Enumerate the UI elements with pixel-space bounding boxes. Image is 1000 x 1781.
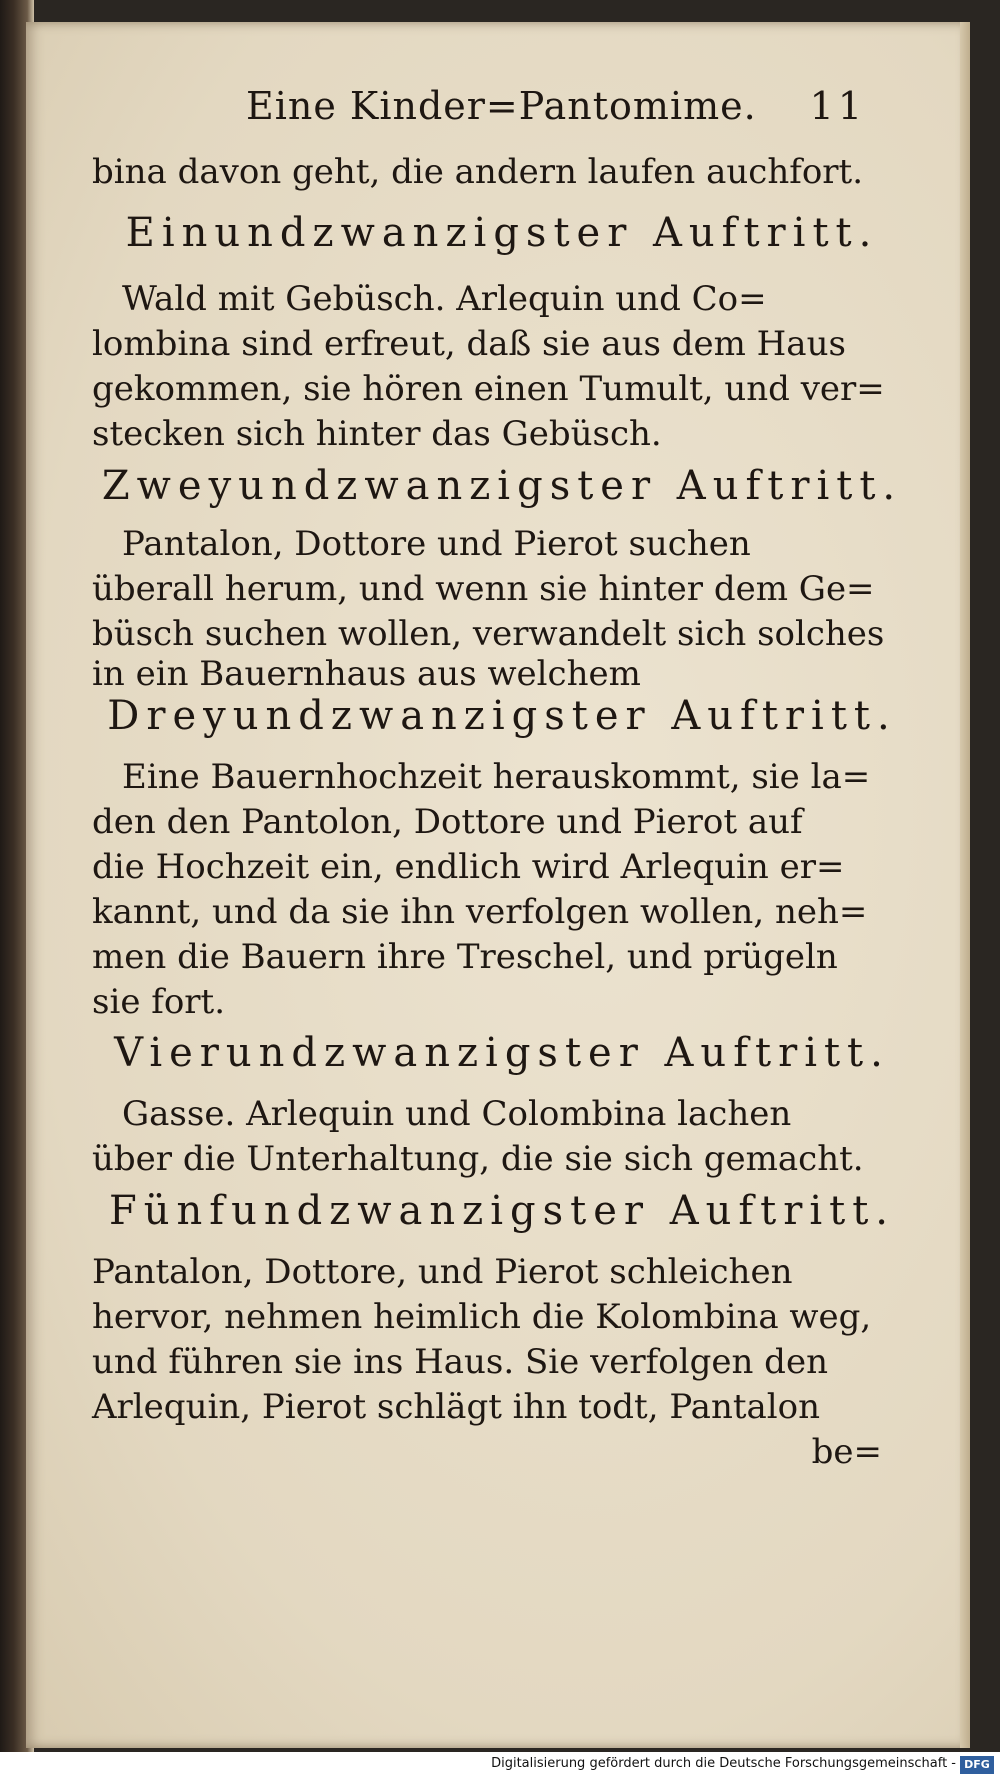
page-number: 11 <box>809 84 866 128</box>
footer-bar <box>0 1752 1000 1781</box>
page-edge <box>960 22 970 1748</box>
text-line: gekommen, sie hören einen Tumult, und ver= <box>92 369 885 409</box>
text-line: Pantalon, Dottore und Pierot suchen <box>122 524 751 564</box>
text-line: kannt, und da sie ihn verfolgen wollen, neh= <box>92 892 868 932</box>
running-head-title: Eine Kinder=Pantomime. <box>246 84 757 128</box>
funding-credit: Digitalisierung gefördert durch die Deutsche Forschungsgemeinschaft - <box>491 1756 956 1771</box>
text-line: büsch suchen wollen, verwandelt sich solches <box>92 614 885 654</box>
book-page <box>26 22 970 1748</box>
text-line: Arlequin, Pierot schlägt ihn todt, Pantalon <box>92 1387 821 1427</box>
scene-heading: Einundzwanzigster Auftritt. <box>125 210 879 256</box>
text-line: Pantalon, Dottore, und Pierot schleichen <box>92 1252 793 1292</box>
text-line: in ein Bauernhaus aus welchem <box>92 654 641 694</box>
text-line: lombina sind erfreut, daß sie aus dem Haus <box>92 324 846 364</box>
text-line: hervor, nehmen heimlich die Kolombina weg, <box>92 1297 872 1337</box>
text-line: über die Unterhaltung, die sie sich gemacht. <box>92 1139 864 1179</box>
text-line: den den Pantolon, Dottore und Pierot auf <box>92 802 803 842</box>
text-line: Gasse. Arlequin und Colombina lachen <box>122 1094 792 1134</box>
scene-heading: Vierundzwanzigster Auftritt. <box>114 1030 890 1076</box>
scene-heading: Fünfundzwanzigster Auftritt. <box>108 1188 896 1234</box>
text-line: men die Bauern ihre Treschel, und prügeln <box>92 937 838 977</box>
text-line: Wald mit Gebüsch. Arlequin und Co= <box>122 279 767 319</box>
text-line: sie fort. <box>92 982 226 1022</box>
scene-heading: Dreyundzwanzigster Auftritt. <box>107 693 897 739</box>
text-line: Eine Bauernhochzeit herauskommt, sie la= <box>122 757 871 797</box>
text-line: die Hochzeit ein, endlich wird Arlequin er= <box>92 847 845 887</box>
text-line: stecken sich hinter das Gebüsch. <box>92 414 662 454</box>
running-head <box>246 84 866 134</box>
dfg-logo: DFG <box>960 1756 994 1774</box>
text-line: bina davon geht, die andern laufen auchfort. <box>92 152 864 192</box>
text-line: überall herum, und wenn sie hinter dem Ge= <box>92 569 875 609</box>
catchword: be= <box>811 1432 882 1472</box>
text-line: und führen sie ins Haus. Sie verfolgen den <box>92 1342 828 1382</box>
scene-heading: Zweyundzwanzigster Auftritt. <box>101 463 903 509</box>
